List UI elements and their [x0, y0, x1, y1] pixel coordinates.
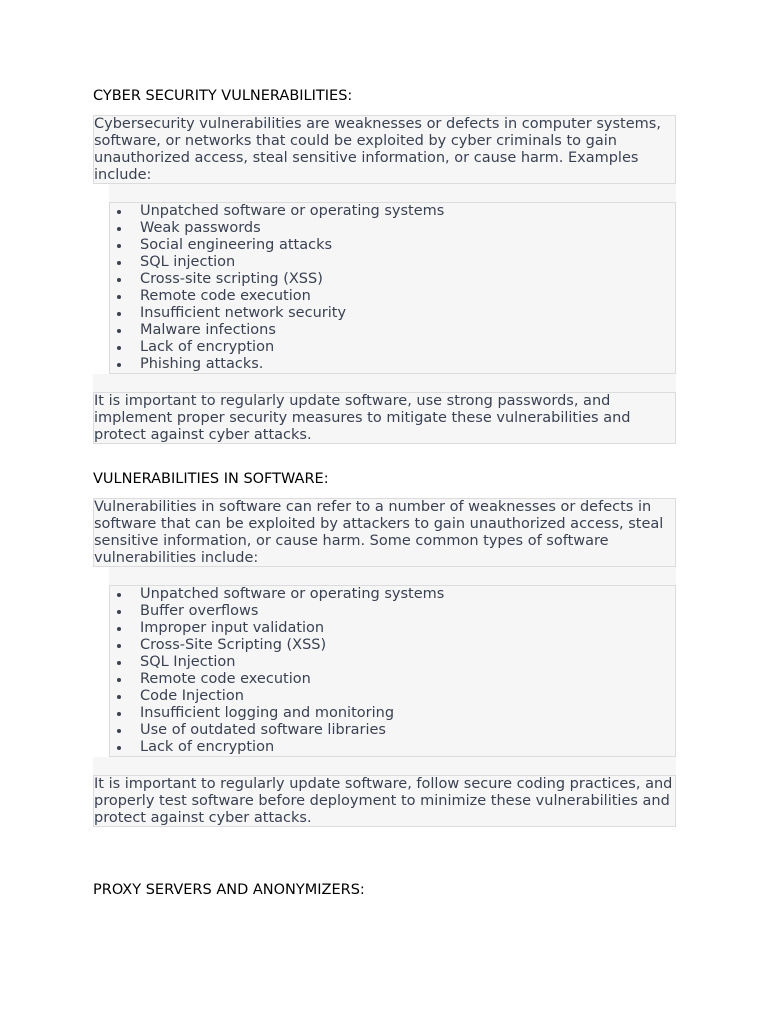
list-item: SQL Injection: [140, 654, 675, 671]
list-item: Cross-Site Scripting (XSS): [140, 637, 675, 654]
list-item: Lack of encryption: [140, 739, 675, 756]
vulnerability-list-software: [109, 585, 676, 757]
list-item: Malware infections: [140, 322, 675, 339]
section-heading-proxy-servers: PROXY SERVERS AND ANONYMIZERS:: [93, 882, 365, 898]
closing-text: It is important to regularly update software, follow secure coding practices, and properly test software before deployment to minimize these vulnerabilities and protect against cyber attacks.: [94, 776, 673, 826]
section-heading-software: VULNERABILITIES IN SOFTWARE:: [93, 471, 329, 487]
list-item: Buffer overflows: [140, 603, 675, 620]
list-item: Phishing attacks.: [140, 356, 675, 373]
vulnerability-list-cyber-security: [109, 202, 676, 374]
intro-paragraph-software: [93, 498, 676, 567]
intro-paragraph-cyber-security: [93, 115, 676, 184]
intro-text: Cybersecurity vulnerabilities are weaknesses or defects in computer systems, software, or networks that could be exploited by cyber criminals to gain unauthorized access, steal sensitive information, or cause harm. Examples include:: [94, 116, 661, 183]
list-item: Remote code execution: [140, 671, 675, 688]
spacer: [93, 757, 676, 775]
list-item: Code Injection: [140, 688, 675, 705]
list-item: Lack of encryption: [140, 339, 675, 356]
list-item: Improper input validation: [140, 620, 675, 637]
spacer: [109, 567, 676, 585]
spacer: [109, 184, 676, 202]
list-item: Insufficient network security: [140, 305, 675, 322]
list-item: Social engineering attacks: [140, 237, 675, 254]
section-heading-cyber-security: CYBER SECURITY VULNERABILITIES:: [93, 88, 353, 104]
closing-paragraph-software: [93, 775, 676, 827]
list-item: Unpatched software or operating systems: [140, 586, 675, 603]
list-item: Unpatched software or operating systems: [140, 203, 675, 220]
spacer: [93, 374, 676, 392]
closing-text: It is important to regularly update software, use strong passwords, and implement proper security measures to mitigate these vulnerabilities and protect against cyber attacks.: [94, 393, 631, 443]
list-item: Cross-site scripting (XSS): [140, 271, 675, 288]
list-item: Weak passwords: [140, 220, 675, 237]
intro-text: Vulnerabilities in software can refer to a number of weaknesses or defects in software that can be exploited by attackers to gain unauthorized access, steal sensitive information, or cause harm. Some common types of software vulnerabilities include:: [94, 499, 664, 566]
list-item: Insufficient logging and monitoring: [140, 705, 675, 722]
list-item: Use of outdated software libraries: [140, 722, 675, 739]
list-item: SQL injection: [140, 254, 675, 271]
list-item: Remote code execution: [140, 288, 675, 305]
closing-paragraph-cyber-security: [93, 392, 676, 444]
